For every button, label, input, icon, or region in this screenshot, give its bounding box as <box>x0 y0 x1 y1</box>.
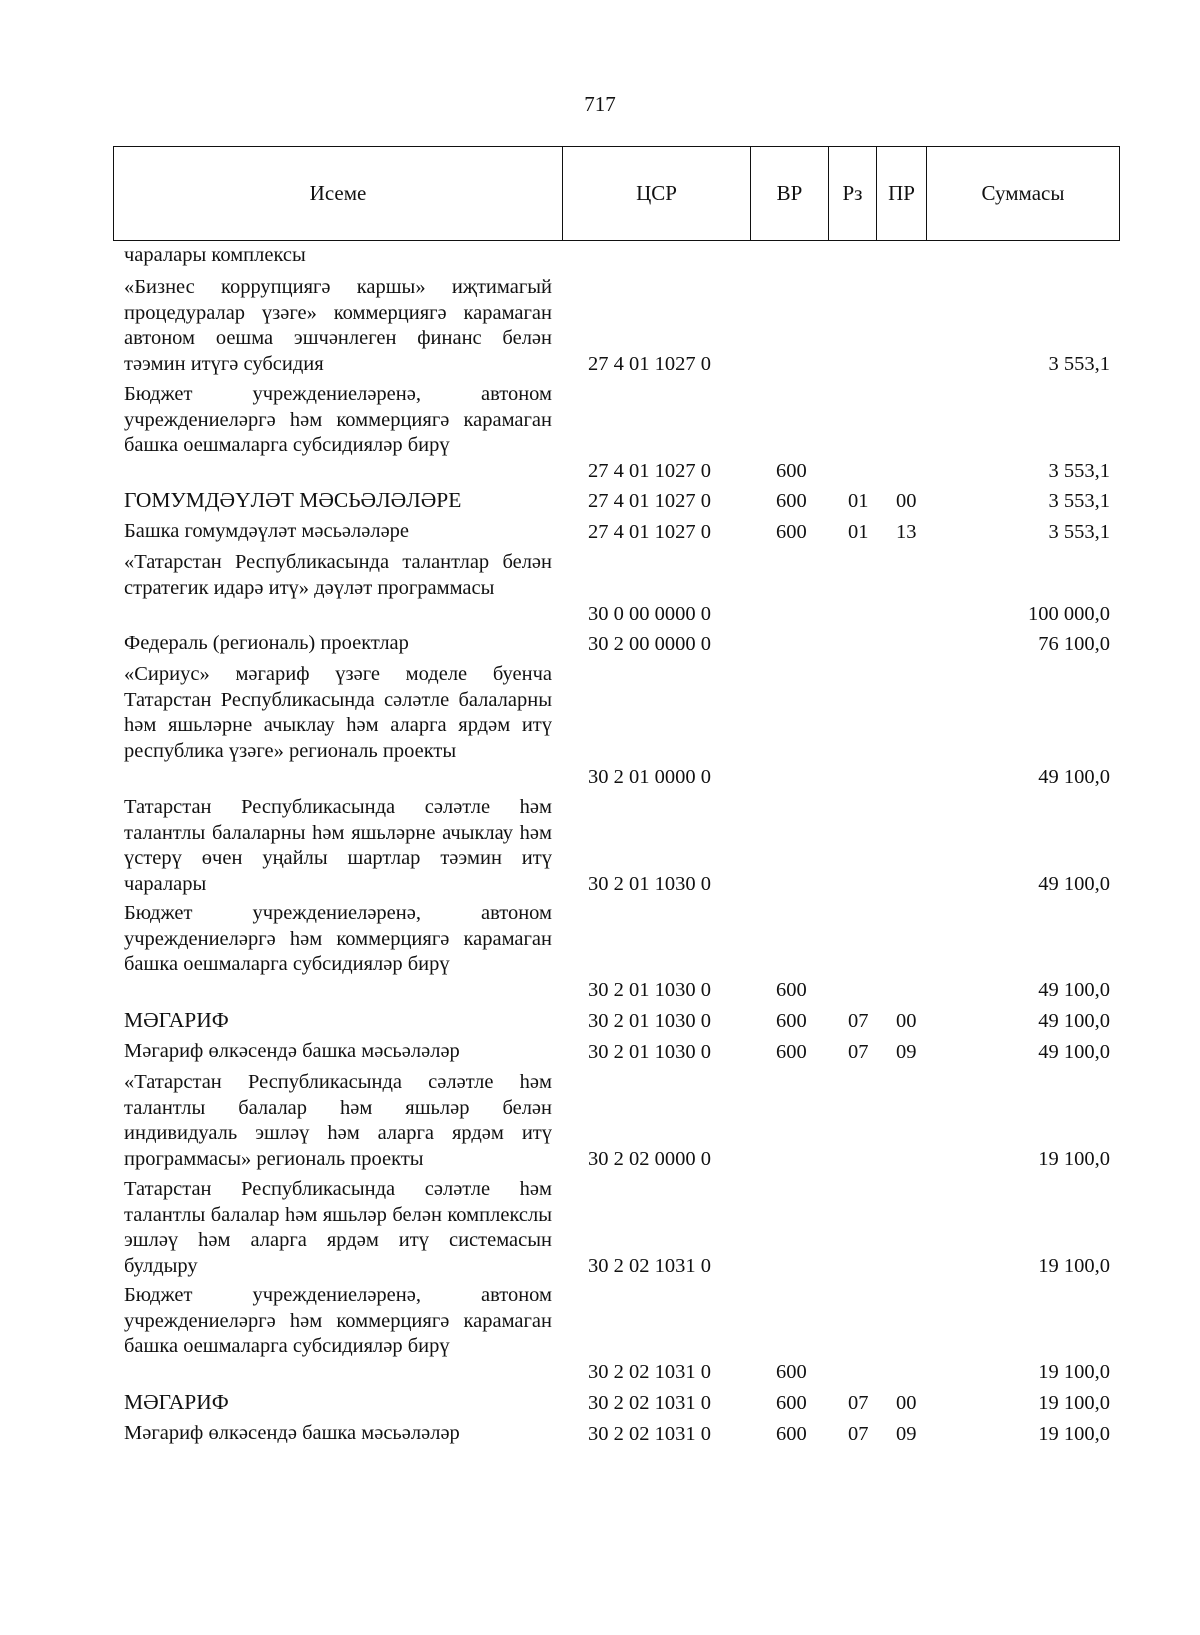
row-rz: 01 <box>848 520 869 543</box>
row-sum: 3 553,1 <box>1048 520 1110 543</box>
header-name: Исеме <box>309 181 367 205</box>
row-pr: 00 <box>896 1009 917 1032</box>
row-sum: 19 100,0 <box>1038 1254 1110 1277</box>
row-name: «Татарстан Республикасында сәләтле һәм талантлы балалар һәм яшьләр белән индивидуаль эшләү һәм аларга ярдәм итү программасы» региональ проекты <box>124 1071 552 1170</box>
row-vr: 600 <box>776 1009 807 1032</box>
row-name: Мәгариф өлкәсендә башка мәсьәләләр <box>124 1040 460 1062</box>
row-csr: 30 2 02 1031 0 <box>588 1391 711 1414</box>
header-sum: Суммасы <box>926 147 1119 240</box>
row-name: Бюджет учреждениеләренә, автоном учреждениеләргә һәм коммерциягә карамаган башка оешмаларга субсидияләр бирү <box>124 383 552 456</box>
row-rz: 07 <box>848 1422 869 1445</box>
row-sum: 3 553,1 <box>1048 352 1110 375</box>
row-vr: 600 <box>776 489 807 512</box>
table-row <box>0 1421 1200 1447</box>
row-vr: 600 <box>776 1040 807 1063</box>
row-pr: 13 <box>896 520 917 543</box>
row-pr: 09 <box>896 1040 917 1063</box>
row-vr: 600 <box>776 1391 807 1414</box>
row-rz: 07 <box>848 1040 869 1063</box>
page-number: 717 <box>584 92 616 116</box>
row-csr: 30 2 02 0000 0 <box>588 1147 711 1170</box>
table-row <box>0 631 1200 657</box>
row-vr: 600 <box>776 1422 807 1445</box>
row-name: МӘГАРИФ <box>124 1390 229 1414</box>
row-sum: 49 100,0 <box>1038 978 1110 1001</box>
row-csr: 30 2 00 0000 0 <box>588 632 711 655</box>
row-name: Федераль (региональ) проектлар <box>124 632 409 654</box>
row-rz: 01 <box>848 489 869 512</box>
row-sum: 76 100,0 <box>1038 632 1110 655</box>
row-name: Бюджет учреждениеләренә, автоном учреждениеләргә һәм коммерциягә карамаган башка оешмаларга субсидияләр бирү <box>124 902 552 975</box>
row-vr: 600 <box>776 1360 807 1383</box>
header-rz: Рз <box>828 147 876 240</box>
table-row <box>0 795 1200 897</box>
row-sum: 19 100,0 <box>1038 1391 1110 1414</box>
table-row <box>0 1283 1200 1385</box>
row-csr: 27 4 01 1027 0 <box>588 489 711 512</box>
row-pr: 00 <box>896 489 917 512</box>
header-csr: ЦСР <box>562 147 750 240</box>
row-name: Татарстан Республикасында сәләтле һәм талантлы балалар һәм яшьләр белән комплекслы эшләү һәм аларга ярдәм итү системасын булдыру <box>124 1178 552 1277</box>
table-row <box>0 662 1200 790</box>
row-csr: 27 4 01 1027 0 <box>588 520 711 543</box>
row-csr: 30 2 01 0000 0 <box>588 765 711 788</box>
row-sum: 3 553,1 <box>1048 489 1110 512</box>
row-csr: 27 4 01 1027 0 <box>588 459 711 482</box>
table-row <box>0 275 1200 377</box>
row-csr: 30 2 02 1031 0 <box>588 1422 711 1445</box>
row-sum: 19 100,0 <box>1038 1422 1110 1445</box>
header-pr: ПР <box>876 147 926 240</box>
row-name: Мәгариф өлкәсендә башка мәсьәләләр <box>124 1422 460 1444</box>
row-csr: 30 2 01 1030 0 <box>588 872 711 895</box>
row-rz: 07 <box>848 1009 869 1032</box>
row-sum: 19 100,0 <box>1038 1360 1110 1383</box>
row-csr: 30 2 01 1030 0 <box>588 978 711 1001</box>
table-header <box>113 146 1120 241</box>
row-sum: 100 000,0 <box>1028 602 1110 625</box>
table-row <box>0 1177 1200 1279</box>
table-row <box>0 550 1200 627</box>
table-row <box>0 382 1200 484</box>
row-sum: 49 100,0 <box>1038 1009 1110 1032</box>
row-sum: 49 100,0 <box>1038 872 1110 895</box>
table-row <box>0 1070 1200 1172</box>
row-sum: 49 100,0 <box>1038 765 1110 788</box>
row-pr: 00 <box>896 1391 917 1414</box>
row-name: Бюджет учреждениеләренә, автоном учреждениеләргә һәм коммерциягә карамаган башка оешмаларга субсидияләр бирү <box>124 1284 552 1357</box>
row-name: «Татарстан Республикасында талантлар белән стратегик идарә итү» дәүләт программасы <box>124 551 552 599</box>
row-csr: 30 2 02 1031 0 <box>588 1254 711 1277</box>
row-sum: 3 553,1 <box>1048 459 1110 482</box>
table-row <box>0 243 1200 269</box>
row-csr: 30 2 01 1030 0 <box>588 1040 711 1063</box>
row-vr: 600 <box>776 459 807 482</box>
row-csr: 30 0 00 0000 0 <box>588 602 711 625</box>
row-rz: 07 <box>848 1391 869 1414</box>
row-sum: 49 100,0 <box>1038 1040 1110 1063</box>
table-row <box>0 1390 1200 1416</box>
table-row <box>0 1008 1200 1034</box>
row-name: «Сириус» мәгариф үзәге моделе буенча Татарстан Республикасында сәләтле балаларны һәм яшьләрне ачыклау һәм аларга ярдәм итү республика үзәге» региональ проекты <box>124 663 552 762</box>
table-row <box>0 901 1200 1003</box>
row-name: «Бизнес коррупциягә каршы» иҗтимагый процедуралар үзәге» коммерциягә карамаган автоном оешма эшчәнлеген финанс белән тәэмин итүгә субсидия <box>124 276 552 375</box>
row-csr: 30 2 02 1031 0 <box>588 1360 711 1383</box>
table-row <box>0 519 1200 545</box>
table-row <box>0 488 1200 514</box>
row-name: МӘГАРИФ <box>124 1008 229 1032</box>
row-vr: 600 <box>776 520 807 543</box>
row-sum: 19 100,0 <box>1038 1147 1110 1170</box>
row-name: ГОМУМДӘҮЛӘТ МӘСЬӘЛӘЛӘРЕ <box>124 488 462 512</box>
header-vr: ВР <box>750 147 828 240</box>
row-vr: 600 <box>776 978 807 1001</box>
row-name: Татарстан Республикасында сәләтле һәм талантлы балаларны һәм яшьләрне ачыклау һәм үстерү өчен уңайлы шартлар тәэмин итү чаралары <box>124 796 552 895</box>
row-pr: 09 <box>896 1422 917 1445</box>
row-csr: 30 2 01 1030 0 <box>588 1009 711 1032</box>
row-name: Башка гомумдәүләт мәсьәләләре <box>124 520 410 542</box>
table-row <box>0 1039 1200 1065</box>
row-name: чаралары комплексы <box>124 244 306 266</box>
row-csr: 27 4 01 1027 0 <box>588 352 711 375</box>
